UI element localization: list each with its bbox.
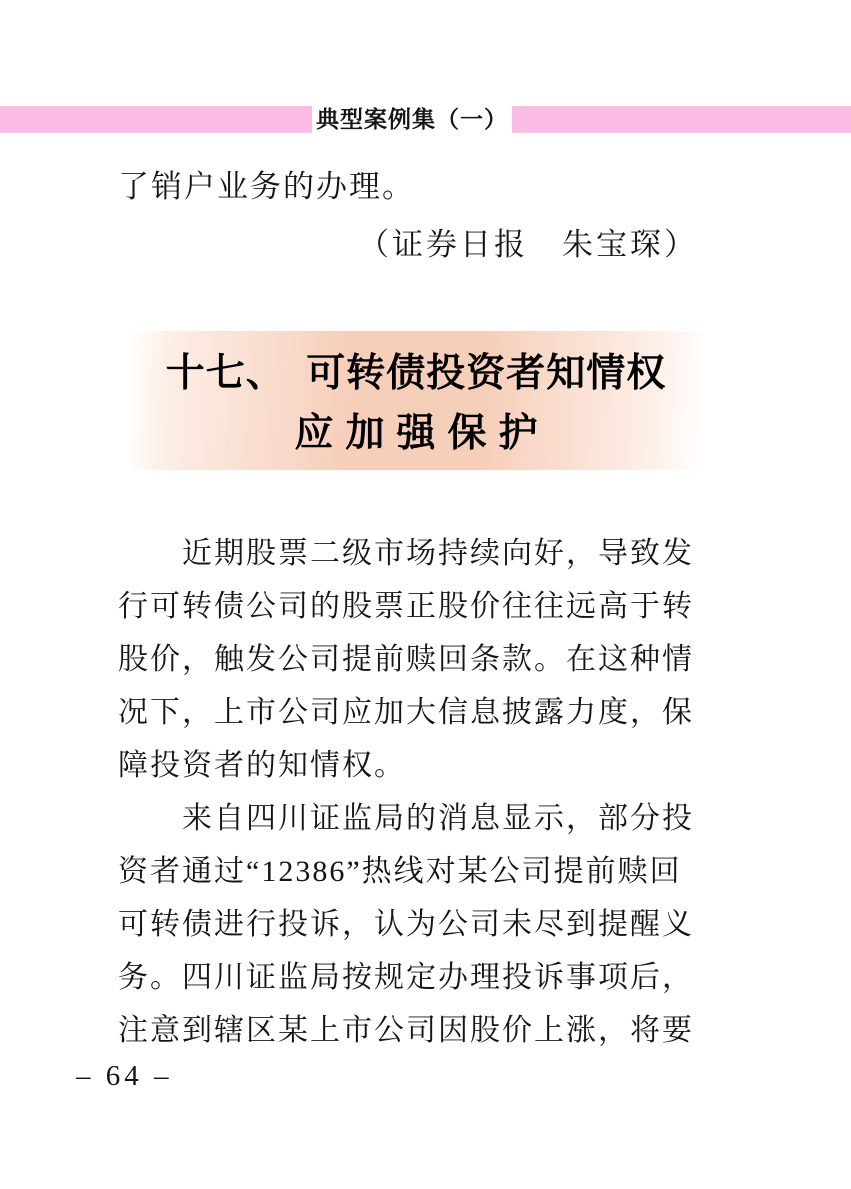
body-text-line: 股价，触发公司提前赎回条款。在这种情 — [118, 643, 694, 676]
body-text-line: 况下，上市公司应加大信息披露力度，保 — [118, 696, 694, 729]
running-head-title: 典型案例集（一） — [316, 106, 508, 132]
section-title-line2: 应加强保护 — [294, 412, 550, 455]
header-bar-left — [0, 106, 312, 133]
body-text-line: 务。四川证监局按规定办理投诉事项后， — [118, 961, 694, 994]
body-text-line: 可转债进行投诉，认为公司未尽到提醒义 — [118, 908, 694, 941]
section-title-line1: 十七、 可转债投资者知情权 — [165, 352, 667, 395]
body-text-line: 障投资者的知情权。 — [118, 749, 406, 782]
intro-byline: （证券日报 朱宝琛） — [358, 227, 698, 262]
section-title-block — [130, 331, 702, 470]
body-text-line: 行可转债公司的股票正股价往往远高于转 — [118, 590, 694, 623]
body-text-line: 近期股票二级市场持续向好，导致发 — [182, 537, 694, 570]
body-text-line: 注意到辖区某上市公司因股价上涨，将要 — [118, 1014, 694, 1047]
body-text-line: 来自四川证监局的消息显示，部分投 — [182, 802, 694, 835]
page-number: – 64 – — [76, 1060, 173, 1092]
body-text-line: 资者通过“12386”热线对某公司提前赎回 — [118, 855, 682, 888]
header-bar-right — [512, 106, 851, 133]
intro-text-line: 了销户业务的办理。 — [118, 169, 415, 204]
